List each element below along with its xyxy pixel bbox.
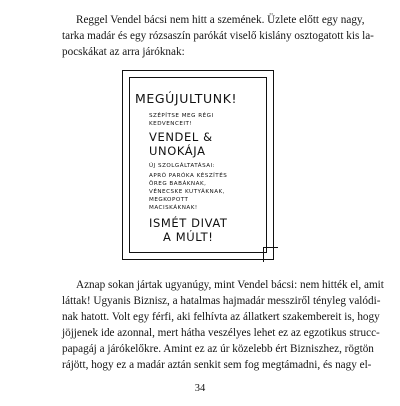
flyer-detail-line: MEGKOPOTT	[149, 197, 189, 203]
text-line: jöjjenek ide azonnal, mert hátha veszélyes lehet ez az egzotikus strucc-	[62, 327, 380, 339]
flyer-closing-line: A MÚLT!	[163, 230, 214, 244]
text-line: Aznap sokan jártak ugyanúgy, mint Vendel bácsi: nem hitték el, amit	[76, 279, 384, 291]
flyer-intro-line: SZÉPÍTSE MEG RÉGI	[149, 113, 214, 119]
flyer-detail-line: MACISKÁKNAK!	[149, 205, 198, 211]
flyer-name-line: VENDEL &	[149, 130, 213, 144]
flyer-detail-line: VÉNECSKE KUTYÁKNAK,	[149, 189, 225, 195]
text-line: láttak! Ugyanis Biznisz, a hatalmas hajmadár messziről tényleg valódi-	[62, 295, 381, 307]
flyer-intro-line: KEDVENCEIT!	[149, 121, 193, 127]
page-number: 34	[194, 383, 206, 394]
text-line: pocskákat az arra járóknak:	[62, 46, 185, 58]
flyer-detail-line: ÖREG BABÁKNAK,	[149, 181, 207, 187]
flyer-closing-line: ISMÉT DIVAT	[149, 216, 228, 230]
flyer-poster	[122, 70, 274, 260]
text-line: tarka madár és egy rózsaszín parókát viselő kislány osztogatott kis la-	[62, 30, 374, 42]
flyer-name-line: UNOKÁJA	[149, 144, 206, 158]
flyer-detail-line: APRÓ PARÓKA KÉSZÍTÉS	[149, 173, 228, 179]
text-line: papagáj a járókelőkre. Amint ez az úr közelebb ért Bizniszhez, rögtön	[62, 343, 374, 355]
text-line: rájött, hogy ez a madár aztán senkit sem fog megtámadni, és nagy el-	[62, 359, 372, 371]
flyer-services-line: ÚJ SZOLGÁLTATÁSAI:	[149, 163, 216, 169]
flyer-heading: MEGÚJULTUNK!	[135, 91, 238, 106]
text-line: Reggel Vendel bácsi nem hitt a szemének. Üzlete előtt egy nagy,	[76, 14, 365, 26]
text-line: nak hatott. Volt egy férfi, aki felhívta az állatkert szakembereit is, hogy	[62, 311, 380, 323]
